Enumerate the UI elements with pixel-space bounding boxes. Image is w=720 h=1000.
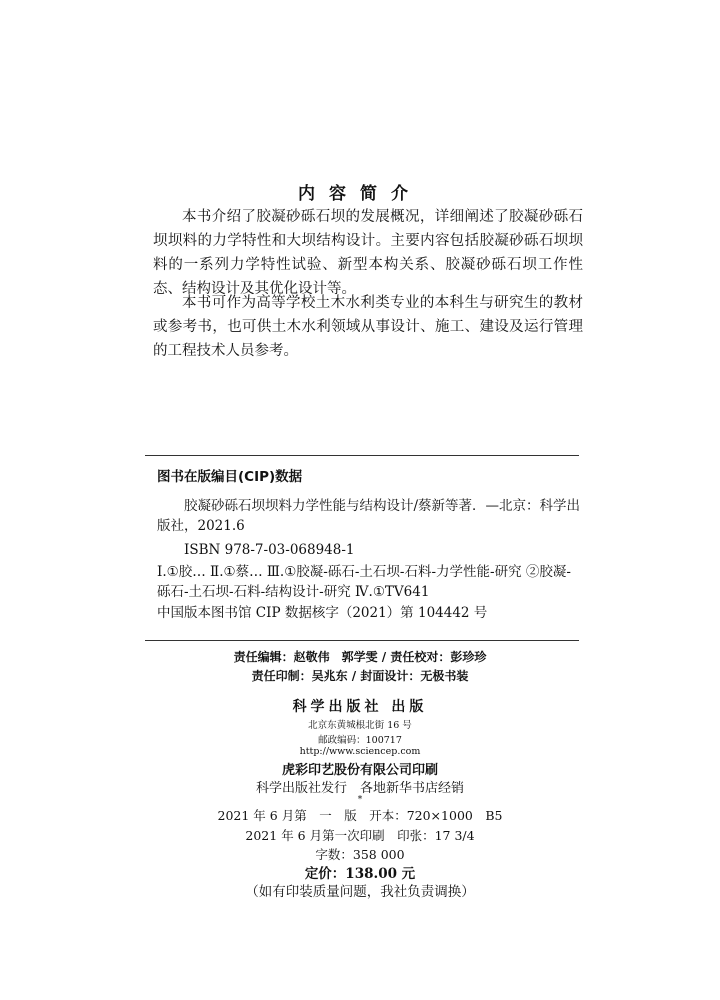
publisher-url: http://www.sciencep.com <box>299 746 421 757</box>
cip-isbn: ISBN 978-7-03-068948-1 <box>184 542 355 558</box>
cip-record: 胶凝砂砾石坝坝料力学性能与结构设计/蔡新等著．—北京：科学出版社，2021.6 <box>157 498 581 534</box>
price: 定价：138.00 元 <box>304 866 416 882</box>
edition-line: 2021 年 6 月第 一 版 开本：720×1000 B5 <box>217 808 503 823</box>
publisher-postcode: 邮政编码：100717 <box>318 735 402 746</box>
summary-paragraph-2: 本书可作为高等学校土木水利类专业的本科生与研究生的教材或参考书，也可供土木水利领域从事设计、施工、建设及运行管理的工程技术人员参考。 <box>153 295 583 359</box>
word-count: 字数：358 000 <box>315 847 405 862</box>
distribution-line: 科学出版社发行 各地新华书店经销 <box>255 781 464 796</box>
staff-production: 责任印制：吴兆东 / 封面设计：无极书装 <box>251 669 469 683</box>
printing-line: 2021 年 6 月第一次印刷 印张：17 3/4 <box>245 828 475 843</box>
separator-star: * <box>357 795 363 805</box>
publisher-name: 科学出版社 出版 <box>292 699 428 715</box>
cip-top-rule <box>145 455 579 456</box>
cip-heading: 图书在版编目(CIP)数据 <box>157 469 303 485</box>
cip-subjects: Ⅰ.①胶… Ⅱ.①蔡… Ⅲ.①胶凝-砾石-土石坝-石料-力学性能-研究 ②胶凝-砾石-土石坝-石料-结构设计-研究 Ⅳ.①TV641 <box>157 564 571 600</box>
cip-library-number: 中国版本图书馆 CIP 数据核字（2021）第 104442 号 <box>157 605 488 621</box>
summary-paragraph-1: 本书介绍了胶凝砂砾石坝的发展概况，详细阐述了胶凝砂砾石坝坝料的力学特性和大坝结构设计。主要内容包括胶凝砂砾石坝坝料的一系列力学特性试验、新型本构关系、胶凝砂砾石坝工作性态、结构设计及其优化设计等。 <box>153 209 583 297</box>
cip-bottom-rule <box>145 640 579 641</box>
quality-notice: （如有印装质量问题，我社负责调换） <box>245 884 475 900</box>
printer-line: 虎彩印艺股份有限公司印刷 <box>281 763 438 778</box>
publisher-address: 北京东黄城根北街 16 号 <box>308 720 412 731</box>
summary-title: 内容简介 <box>298 184 422 204</box>
staff-editors: 责任编辑：赵敬伟 郭学雯 / 责任校对：彭珍珍 <box>233 650 487 664</box>
